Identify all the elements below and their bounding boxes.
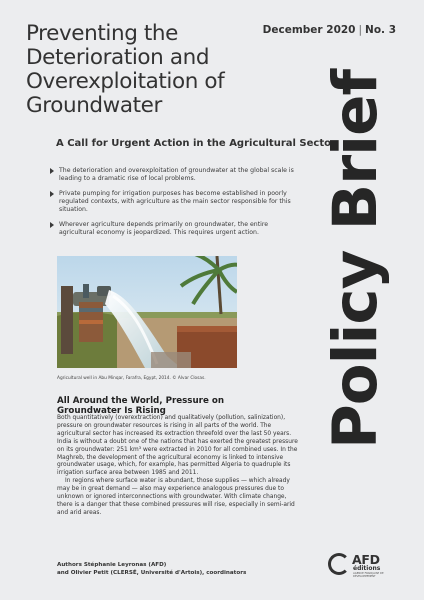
key-point xyxy=(50,190,302,214)
section-body xyxy=(57,415,300,518)
body-paragraph: In regions where surface water is abundant, those supplies — which already may be in great demand — also may experience analogous pressures due to unknown or ignored interconnections with groundwater. With climate change, there is a danger that these combined pressures will rise, especially in semi-arid and arid areas. xyxy=(57,478,295,516)
key-point-text: Private pumping for irrigation purposes has become established in poorly regulated contexts, with agriculture as the main sector responsible for this situation. xyxy=(59,190,291,213)
afd-editions-logo xyxy=(328,551,398,581)
issue-separator: | xyxy=(358,24,363,36)
authors-block xyxy=(57,562,317,577)
logo-name: AFD xyxy=(352,552,380,567)
page-subtitle: A Call for Urgent Action in the Agricultural Sector xyxy=(56,138,336,149)
well-photo xyxy=(57,256,237,368)
issue-number: No. 3 xyxy=(365,24,396,36)
key-points-list xyxy=(50,167,302,244)
well-photo-illustration xyxy=(57,256,237,368)
triangle-bullet-icon xyxy=(50,168,54,174)
logo-sub: éditions xyxy=(353,565,381,572)
key-point-text: Wherever agriculture depends primarily on groundwater, the entire agricultural economy is jeopardized. This requires urgent action. xyxy=(59,221,269,236)
key-point-text: The deterioration and overexploitation of groundwater at the global scale is leading to a dramatic rise of local problems. xyxy=(59,167,294,182)
series-title-text: Policy Brief xyxy=(320,70,391,449)
authors-line: Authors Stéphanie Leyronas (AFD) xyxy=(57,562,167,568)
key-point xyxy=(50,167,302,183)
page-title: Preventing the Deterioration and Overexploitation of Groundwater xyxy=(26,21,225,118)
issue-info xyxy=(263,24,396,36)
issue-date: December 2020 xyxy=(262,24,356,36)
body-paragraph: Both quantitatively (overextraction) and qualitatively (pollution, salinization), pressure on groundwater resources is rising in all parts of the world. The agricultural sector has increased its extraction threefold over the last 50 years. India is without a doubt one of the nations that has exerted the greatest pressure on its groundwater: 251 km³ were extracted in 2010 for all combined uses. In the Maghreb, the development of the agricultural economy is linked to intensive groundwater usage, which, for example, has permitted Algeria to quadruple its irrigation surface area between 1985 and 2011. xyxy=(57,415,298,477)
afd-circle-icon xyxy=(328,553,350,575)
photo-caption: Agricultural well in Abu Minqar, Farafra, Egypt, 2014. © Alvar Closas. xyxy=(57,376,206,381)
authors-line: and Olivier Petit (CLERSÉ, Université d'Artois), coordinators xyxy=(57,569,247,576)
section-title: All Around the World, Pressure on Groundwater Is Rising xyxy=(57,396,225,416)
vertical-series-title xyxy=(300,70,424,451)
key-point xyxy=(50,221,302,237)
triangle-bullet-icon xyxy=(50,222,54,228)
triangle-bullet-icon xyxy=(50,191,54,197)
logo-tagline: AGENCE FRANÇAISE DE DÉVELOPPEMENT xyxy=(353,572,384,578)
